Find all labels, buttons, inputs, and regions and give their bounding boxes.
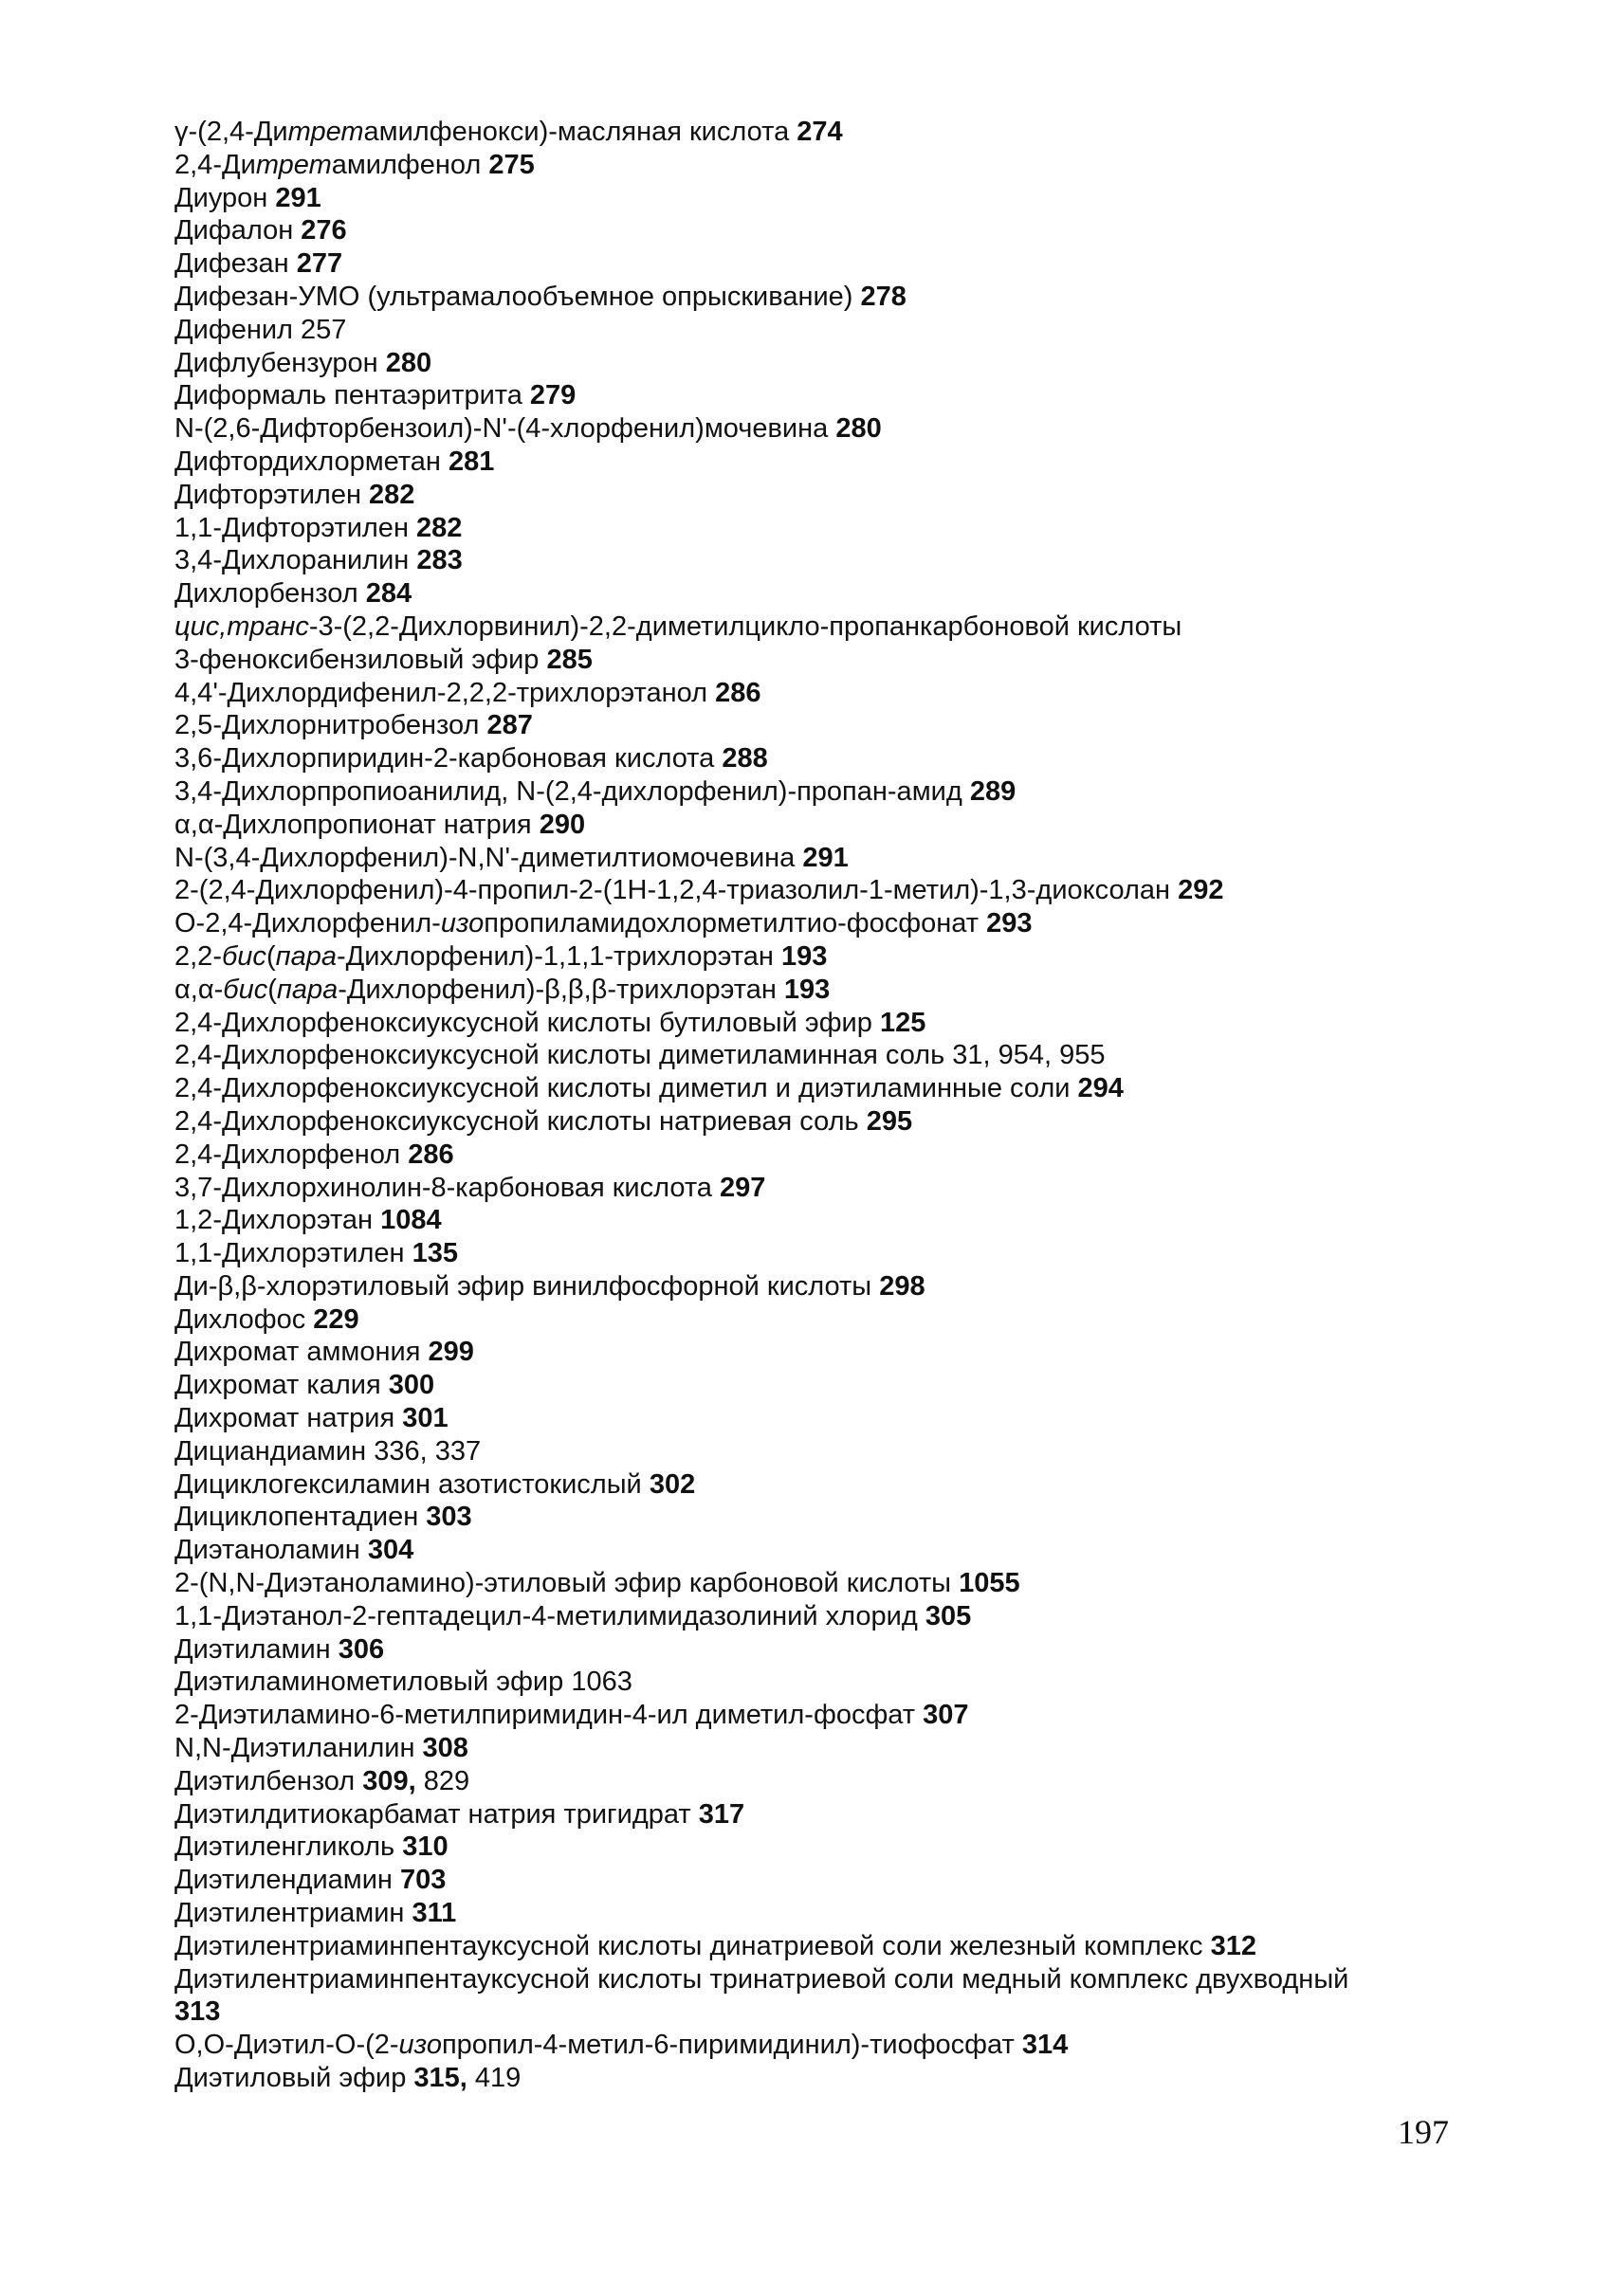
entry-text: амилфенокси)-масляная кислота	[363, 117, 797, 147]
page-reference: 193	[780, 940, 828, 972]
index-entry	[174, 1007, 1502, 1040]
entry-text: 2-(2,4-Дихлорфенил)-4-пропил-2-(1Н-1,2,4-триазолил-1-метил)-1,3-диоксолан	[174, 875, 1179, 906]
page-reference: 289	[969, 775, 1017, 807]
entry-text: пара	[276, 974, 339, 1005]
entry-text: 4,4'-Дихлордифенил-2,2,2-трихлорэтанол	[174, 677, 716, 708]
index-entry	[174, 347, 1502, 380]
page-reference: 303	[426, 1502, 472, 1533]
index-entry	[174, 1369, 1502, 1402]
entry-text: трет	[287, 117, 364, 147]
index-entry	[174, 940, 1502, 974]
index-entry	[174, 1930, 1502, 1963]
entry-text: Диэтиламин	[174, 1633, 339, 1665]
page-reference: 703	[400, 1865, 447, 1896]
page-reference: 301	[402, 1403, 449, 1434]
index-entry	[174, 1633, 1502, 1667]
entry-text: пропиламидохлорметилтио-фосфонат	[484, 908, 987, 939]
page-reference: 300	[388, 1370, 435, 1401]
page-reference: 306	[338, 1633, 385, 1665]
index-entry	[174, 1666, 1502, 1699]
entry-text: 419	[467, 2063, 522, 2094]
index-entry	[174, 2029, 1502, 2062]
page-reference: 193	[783, 974, 831, 1005]
index-entry	[174, 1732, 1502, 1765]
index-entry	[174, 149, 1502, 182]
page-reference: 282	[416, 512, 463, 543]
page-reference: 282	[369, 479, 415, 510]
entry-text: Диэтиловый эфир	[174, 2063, 414, 2094]
entry-text: 3,4-Дихлоранилин	[174, 545, 417, 576]
entry-text: 1,2-Дихлорэтан	[174, 1205, 381, 1236]
page-reference: 280	[835, 413, 882, 445]
page-reference: 287	[486, 710, 533, 741]
page-reference: 313	[174, 1996, 221, 2028]
entry-text: Диэтилентриамин	[174, 1898, 412, 1929]
page-reference: 293	[986, 908, 1033, 939]
entry-text: Дихромат калия	[174, 1370, 389, 1401]
page-reference: 294	[1077, 1073, 1124, 1104]
entry-text: (	[267, 974, 277, 1005]
page-reference: 290	[539, 809, 586, 840]
index-entry	[174, 577, 1502, 610]
entry-text: Диэтилбензол	[174, 1765, 363, 1796]
index-entry	[174, 1765, 1502, 1798]
index-entry	[174, 809, 1502, 842]
page-reference: 135	[412, 1238, 458, 1269]
index-entry	[174, 512, 1502, 545]
entry-text: Диэтилентриаминпентауксусной кислоты динатриевой соли железный комплекс	[174, 1930, 1211, 1961]
index-entry	[174, 1699, 1502, 1732]
index-entry	[174, 379, 1502, 412]
entry-text: бис	[223, 974, 268, 1005]
entry-text: Диурон	[174, 182, 276, 213]
entry-text: пропил-4-метил-6-пиримидинил)-тиофосфат	[441, 2030, 1022, 2061]
entry-text: Диэтиламинометиловый эфир 1063	[174, 1667, 632, 1698]
page-reference: 311	[412, 1898, 457, 1929]
page-reference: 284	[365, 578, 412, 610]
page-reference: 1055	[959, 1568, 1020, 1599]
index-entry	[174, 1039, 1502, 1072]
index-entry	[174, 116, 1502, 149]
entry-text: Диэтилендиамин	[174, 1865, 401, 1896]
index-entry	[174, 1897, 1502, 1930]
index-entry	[174, 1105, 1502, 1139]
page-reference: 286	[408, 1139, 454, 1170]
entry-text: -Дихлорфенил)-β,β,β-трихлорэтан	[338, 974, 784, 1005]
entry-text: Дихлорбензол	[174, 578, 366, 610]
page-reference: 286	[715, 677, 761, 708]
page-reference: 314	[1021, 2030, 1069, 2061]
index-entry	[174, 446, 1502, 479]
entry-text: Дифалон	[174, 215, 302, 246]
index-entry	[174, 247, 1502, 281]
index-entry	[174, 775, 1502, 809]
page-number: 197	[1398, 2113, 1449, 2151]
page-reference: 309,	[362, 1765, 416, 1796]
index-entry	[174, 214, 1502, 247]
index-entry	[174, 1468, 1502, 1502]
index-entry	[174, 1831, 1502, 1864]
entry-text: О,О-Диэтил-О-(2-	[174, 2030, 399, 2061]
index-entry	[174, 281, 1502, 314]
entry-text: 3,6-Дихлорпиридин-2-карбоновая кислота	[174, 743, 723, 774]
entry-text: Дифлубензурон	[174, 347, 386, 378]
entry-text: 3,7-Дихлорхинолин-8-карбоновая кислота	[174, 1172, 720, 1203]
entry-text: 1,1-Дихлорэтилен	[174, 1238, 412, 1269]
index-entry	[174, 544, 1502, 577]
index-entry	[174, 742, 1502, 775]
index-entry	[174, 610, 1502, 644]
entry-text: 2,4-Дихлорфеноксиуксусной кислоты натриевая соль	[174, 1105, 867, 1137]
page-reference: 276	[301, 215, 347, 246]
entry-text: Дифтордихлорметан	[174, 446, 449, 477]
index-entry	[174, 1501, 1502, 1534]
page-reference: 291	[802, 842, 849, 873]
page-reference: 291	[275, 182, 321, 213]
entry-text: N-(2,6-Дифторбензоил)-N'-(4-хлорфенил)мочевина	[174, 413, 836, 445]
page-reference: 283	[416, 545, 463, 576]
entry-text: Дифезан	[174, 248, 297, 280]
entry-text: (	[266, 940, 276, 972]
page-reference: 312	[1210, 1930, 1256, 1961]
index-entry	[174, 1139, 1502, 1172]
entry-text: пара	[275, 940, 337, 972]
entry-text: изо	[398, 2030, 442, 2061]
index-entry	[174, 1798, 1502, 1831]
index-list	[174, 116, 1502, 2095]
index-entry	[174, 842, 1502, 875]
index-entry	[174, 709, 1502, 742]
entry-text: цис,транс	[174, 610, 309, 642]
entry-text: 3,4-Дихлорпропиоанилид, N-(2,4-дихлорфенил)-пропан-амид	[174, 775, 970, 807]
entry-text: -3-(2,2-Дихлорвинил)-2,2-диметилцикло-пропанкарбоновой кислоты	[308, 610, 1182, 642]
entry-text: 2-Диэтиламино-6-метилпиримидин-4-ил диметил-фосфат	[174, 1700, 924, 1731]
index-entry	[174, 874, 1502, 907]
entry-text: α,α-Дихлопропионат натрия	[174, 809, 540, 840]
entry-text: 2,5-Дихлорнитробензол	[174, 710, 487, 741]
page-reference: 298	[879, 1270, 925, 1302]
entry-text: Дициклогексиламин азотистокислый	[174, 1468, 650, 1500]
entry-text: Дифторэтилен	[174, 479, 370, 510]
entry-text: О-2,4-Дихлорфенил-	[174, 908, 441, 939]
entry-text: Диэтилентриаминпентауксусной кислоты тринатриевой соли медный комплекс двухводный	[174, 1963, 1349, 1995]
index-entry	[174, 314, 1502, 347]
entry-text: Дихлофос	[174, 1303, 314, 1335]
page-reference: 288	[722, 743, 768, 774]
index-entry	[174, 1204, 1502, 1237]
page-reference: 278	[860, 281, 907, 312]
entry-text: 2,4-Дихлорфенол	[174, 1139, 409, 1170]
page-reference: 299	[428, 1337, 474, 1368]
page-reference: 304	[367, 1535, 414, 1566]
index-entry	[174, 1600, 1502, 1633]
entry-text: N-(3,4-Дихлорфенил)-N,N'-диметилтиомочевина	[174, 842, 803, 873]
page-reference: 281	[449, 446, 495, 477]
page-reference: 308	[422, 1733, 468, 1764]
entry-text: Диформаль пентаэритрита	[174, 380, 530, 411]
page-reference: 297	[719, 1172, 766, 1203]
entry-text: α,α-	[174, 974, 224, 1005]
entry-text: трет	[255, 149, 332, 180]
page-reference: 317	[698, 1798, 745, 1830]
index-entry	[174, 1402, 1502, 1435]
entry-text: 2,4-Дихлорфеноксиуксусной кислоты бутиловый эфир	[174, 1007, 880, 1038]
index-entry	[174, 644, 1502, 677]
index-entry	[174, 1435, 1502, 1468]
page-reference: 279	[529, 380, 577, 411]
index-entry	[174, 1336, 1502, 1369]
entry-text: Диэтаноламин	[174, 1535, 368, 1566]
page-reference: 305	[925, 1600, 972, 1631]
index-entry	[174, 1237, 1502, 1270]
index-entry	[174, 1270, 1502, 1303]
index-entry	[174, 1172, 1502, 1205]
page-reference: 285	[546, 644, 593, 675]
entry-text: Диэтиленгликоль	[174, 1831, 403, 1863]
page-reference: 302	[649, 1468, 696, 1500]
entry-text: 2-(N,N-Диэтаноламино)-этиловый эфир карбоновой кислоты	[174, 1568, 960, 1599]
entry-text: изо	[440, 908, 485, 939]
entry-text: -Дихлорфенил)-1,1,1-трихлорэтан	[336, 940, 781, 972]
entry-text: 1,1-Дифторэтилен	[174, 512, 417, 543]
page-reference: 277	[296, 248, 343, 280]
page-reference: 295	[866, 1105, 913, 1137]
entry-text: 2,4-Ди	[174, 149, 256, 180]
entry-text: Дифенил 257	[174, 314, 347, 345]
entry-text: Ди-β,β-хлорэтиловый эфир винилфосфорной кислоты	[174, 1270, 880, 1302]
entry-text: 3-феноксибензиловый эфир	[174, 644, 547, 675]
entry-text: N,N-Диэтиланилин	[174, 1733, 423, 1764]
index-entry	[174, 1567, 1502, 1600]
index-entry	[174, 974, 1502, 1007]
page-reference: 310	[402, 1831, 449, 1863]
index-entry	[174, 907, 1502, 940]
page-reference: 275	[488, 149, 535, 180]
index-entry	[174, 1534, 1502, 1567]
entry-text: Дихромат аммония	[174, 1337, 429, 1368]
page-reference: 280	[385, 347, 432, 378]
entry-text: Дифезан-УМО (ультрамалообъемное опрыскивание)	[174, 281, 861, 312]
page-reference: 125	[879, 1007, 926, 1038]
index-entry	[174, 677, 1502, 710]
entry-text: 2,4-Дихлорфеноксиуксусной кислоты диметиламинная соль 31, 954, 955	[174, 1040, 1106, 1071]
page-reference: 292	[1178, 875, 1224, 906]
index-entry	[174, 1963, 1398, 2030]
entry-text: 1,1-Диэтанол-2-гептадецил-4-метилимидазолиний хлорид	[174, 1600, 925, 1631]
page-reference: 229	[313, 1303, 359, 1335]
entry-text: Диэтилдитиокарбамат натрия тригидрат	[174, 1798, 699, 1830]
index-entry	[174, 182, 1502, 215]
entry-text: Дихромат натрия	[174, 1403, 403, 1434]
index-entry	[174, 412, 1502, 446]
entry-text: 829	[415, 1765, 470, 1796]
entry-text: 2,2-	[174, 940, 222, 972]
entry-text: бис	[221, 940, 266, 972]
page-reference: 1084	[380, 1205, 442, 1236]
entry-text: γ-(2,4-Ди	[174, 117, 288, 147]
entry-text: Дициклопентадиен	[174, 1502, 427, 1533]
entry-text: 2,4-Дихлорфеноксиуксусной кислоты диметил и диэтиламинные соли	[174, 1073, 1078, 1104]
page-reference: 307	[923, 1700, 969, 1731]
page-reference: 274	[797, 117, 843, 147]
index-entry	[174, 2062, 1502, 2095]
index-entry	[174, 1864, 1502, 1897]
entry-text: Дициандиамин 336, 337	[174, 1435, 482, 1467]
index-entry	[174, 1303, 1502, 1337]
entry-text: амилфенол	[331, 149, 489, 180]
index-entry	[174, 479, 1502, 512]
index-entry	[174, 1072, 1502, 1105]
page-reference: 315,	[413, 2063, 467, 2094]
